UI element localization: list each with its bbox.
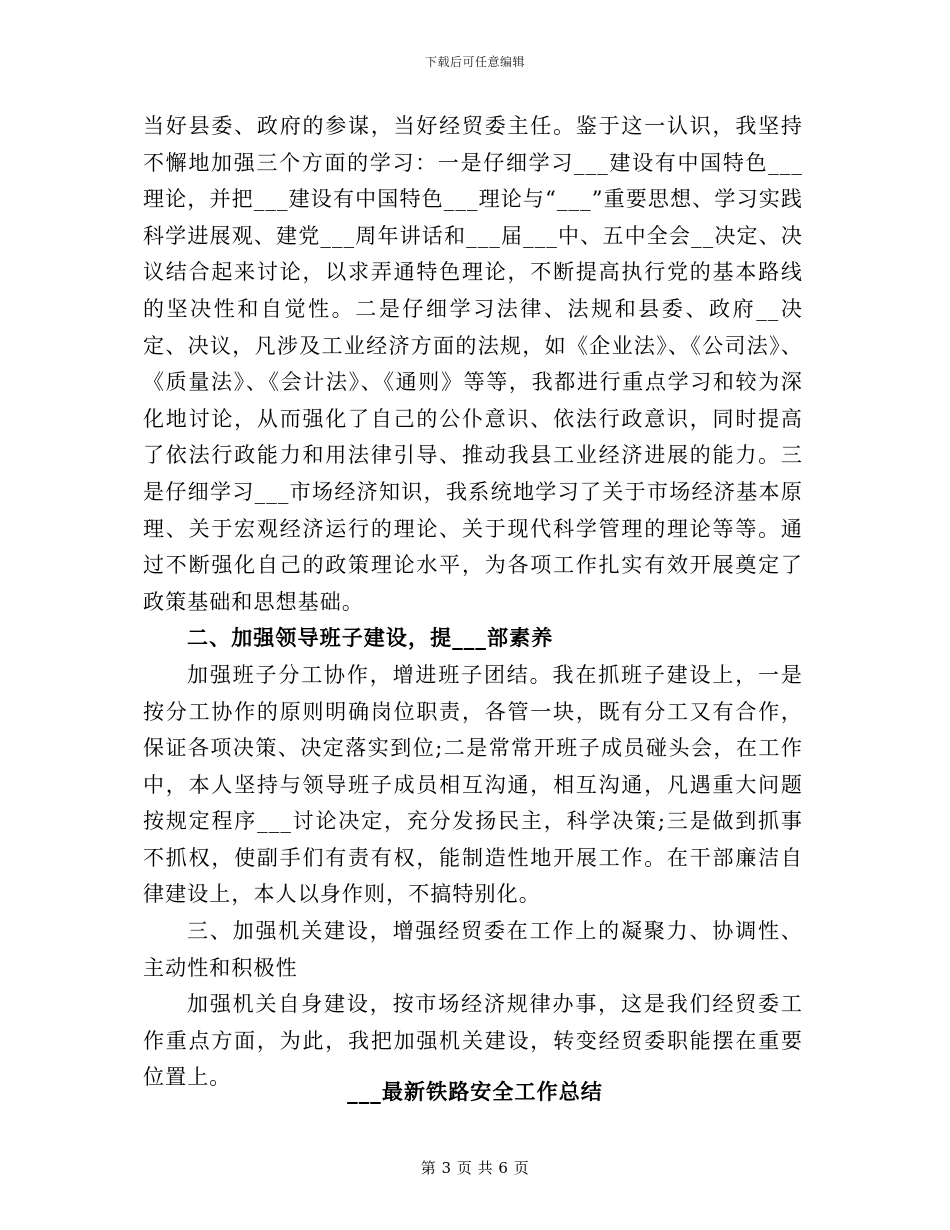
paragraph-study: 当好县委、政府的参谋，当好经贸委主任。鉴于这一认识，我坚持不懈地加强三个方面的学习：一是仔细学习___建设有中国特色___理论，并把___建设有中国特色___理论与“___”重要思想、学习实践科学进展观、建党___周年讲话和___届___中、五中全会__决定、决议结合起来讨论，以求弄通特色理论，不断提高执行党的基本路线的坚决性和自觉性。二是仔细学习法律、法规和县委、政府__决定、决议，凡涉及工业经济方面的法规，如《企业法》、《公司法》、《质量法》、《会计法》、《通则》等等，我都进行重点学习和较为深化地讨论，从而强化了自己的公仆意识、依法行政意识，同时提高了依法行政能力和用法律引导、推动我县工业经济进展的能力。三是仔细学习___市场经济知识，我系统地学习了关于市场经济基本原理、关于宏观经济运行的理论、关于现代科学管理的理论等等。通过不断强化自己的政策理论水平，为各项工作扎实有效开展奠定了政策基础和思想基础。 <box>143 114 803 614</box>
document-title: ___最新铁路安全工作总结 <box>347 1079 603 1104</box>
section-heading-organization: 三、加强机关建设，增强经贸委在工作上的凝聚力、协调性、主动性和积极性 <box>143 919 803 980</box>
paragraph-leadership: 加强班子分工协作，增进班子团结。我在抓班子建设上，一是按分工协作的原则明确岗位职责，各管一块，既有分工又有合作，保证各项决策、决定落实到位;二是常常开班子成员碰头会，在工作中，本人坚持与领导班子成员相互沟通，相互沟通，凡遇重大问题按规定程序___讨论决定，充分发扬民主，科学决策;三是做到抓事不抓权，使副手们有责有权，能制造性地开展工作。在干部廉洁自律建设上，本人以身作则，不搞特别化。 <box>143 662 803 907</box>
section-heading-leadership: 二、加强领导班子建设，提___部素养 <box>187 625 554 651</box>
page-header: 下载后可任意编辑 <box>424 55 525 69</box>
document-body <box>143 108 803 1096</box>
paragraph-organization: 加强机关自身建设，按市场经济规律办事，这是我们经贸委工作重点方面，为此，我把加强机关建设，转变经贸委职能摆在重要位置上。 <box>143 992 803 1090</box>
page-footer: 第 3 页 共 6 页 <box>420 1159 530 1177</box>
